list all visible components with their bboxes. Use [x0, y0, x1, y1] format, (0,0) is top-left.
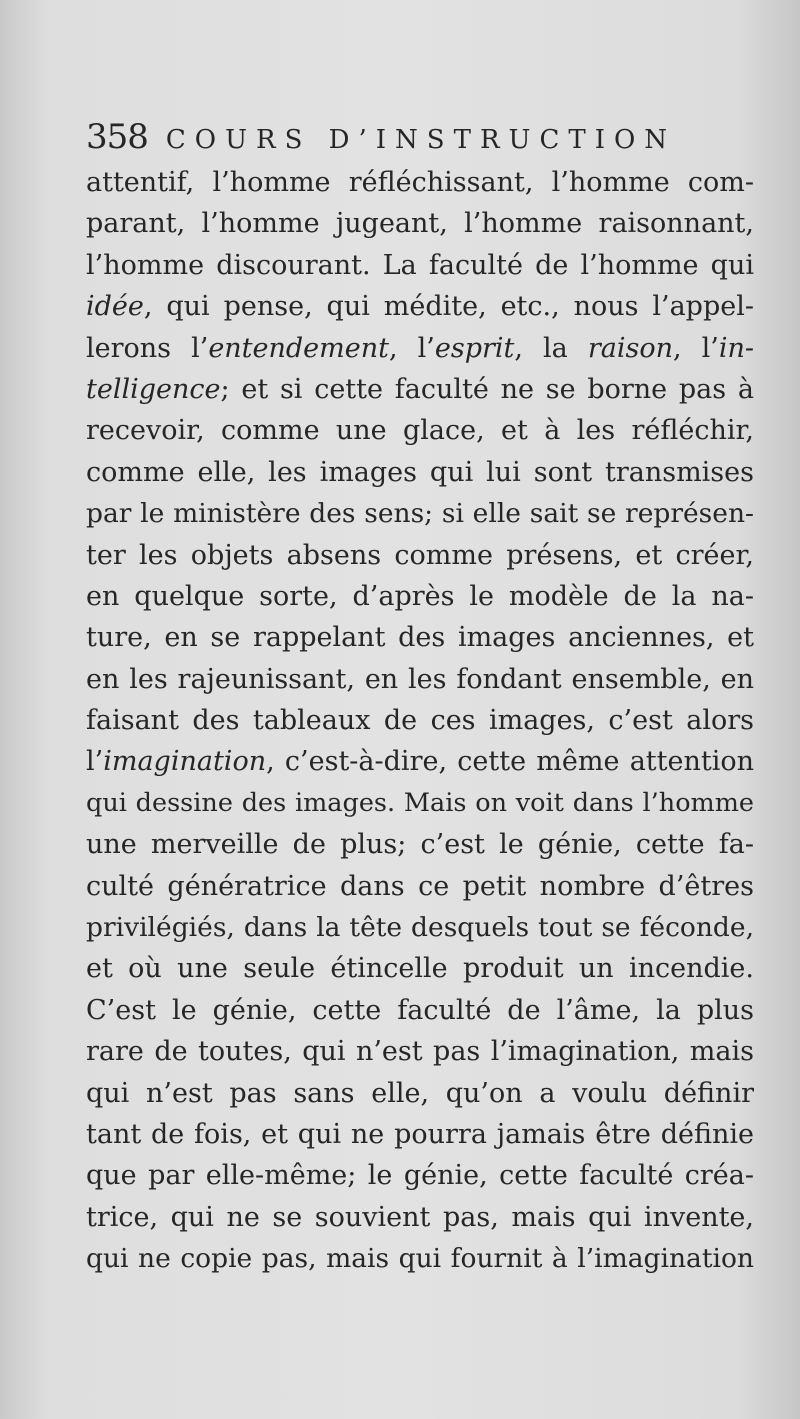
- text-line: [86, 948, 754, 989]
- text-segment: en quelque sorte, d’après le modèle de la na-: [86, 580, 754, 612]
- italic-term: raison: [587, 332, 673, 364]
- text-line: [86, 659, 754, 700]
- text-segment: qui dessine des images. Mais on voit dans l’homme: [86, 787, 754, 818]
- italic-term: esprit: [434, 332, 515, 364]
- text-segment: faisant des tableaux de ces images, c’est alors: [86, 705, 754, 737]
- text-segment: qui ne copie pas, mais qui fournit à l’imagination: [86, 1243, 754, 1275]
- text-segment: culté génératrice dans ce petit nombre d’êtres: [86, 870, 754, 902]
- running-title: COURS D’INSTRUCTION: [165, 125, 677, 155]
- text-segment: ture, en se rappelant des images anciennes, et: [86, 622, 754, 654]
- italic-term: in-: [718, 332, 754, 364]
- italic-term: imagination: [103, 746, 267, 778]
- text-segment: , l’: [672, 332, 719, 364]
- text-line: [86, 328, 754, 369]
- text-segment: , qui pense, qui médite, etc., nous l’appel-: [143, 291, 754, 323]
- text-segment: , la: [514, 332, 588, 364]
- text-line: [86, 990, 754, 1031]
- text-line: [86, 369, 754, 410]
- text-line: [86, 286, 754, 327]
- text-segment: C’est le génie, cette faculté de l’âme, la plus: [86, 994, 754, 1026]
- page-header: [86, 112, 766, 162]
- text-line: [86, 783, 754, 824]
- text-segment: comme elle, les images qui lui sont transmises: [86, 456, 754, 488]
- text-segment: parant, l’homme jugeant, l’homme raisonnant,: [86, 208, 754, 240]
- text-segment: par le ministère des sens; si elle sait se représen-: [86, 498, 754, 530]
- text-segment: , c’est-à-dire, cette même attention: [266, 746, 754, 778]
- text-line: [86, 700, 754, 741]
- text-line: [86, 452, 754, 493]
- text-line: [86, 824, 754, 865]
- text-segment: qui n’est pas sans elle, qu’on a voulu définir: [86, 1077, 754, 1109]
- text-line: [86, 1114, 754, 1155]
- italic-term: telligence: [86, 373, 221, 405]
- italic-term: entendement: [208, 332, 389, 364]
- text-line: [86, 1238, 754, 1279]
- body-text: [86, 162, 754, 1280]
- text-line: [86, 245, 754, 286]
- text-line: [86, 493, 754, 534]
- text-line: [86, 907, 754, 948]
- text-line: [86, 866, 754, 907]
- text-line: [86, 1155, 754, 1196]
- text-line: [86, 1073, 754, 1114]
- text-segment: trice, qui ne se souvient pas, mais qui invente,: [86, 1201, 754, 1233]
- text-segment: et où une seule étincelle produit un incendie.: [86, 953, 754, 985]
- text-line: [86, 741, 754, 782]
- text-line: [86, 617, 754, 658]
- text-line: [86, 535, 754, 576]
- text-segment: l’homme discourant. La faculté de l’homme qui: [86, 249, 754, 281]
- text-segment: l’: [86, 746, 104, 778]
- text-segment: privilégiés, dans la tête desquels tout se féconde,: [86, 912, 754, 944]
- text-line: [86, 203, 754, 244]
- text-segment: ter les objets absens comme présens, et créer,: [86, 539, 754, 571]
- text-segment: lerons l’: [86, 332, 209, 364]
- text-segment: ; et si cette faculté ne se borne pas à: [220, 373, 754, 405]
- text-line: [86, 1197, 754, 1238]
- italic-term: idée: [86, 291, 144, 323]
- text-line: [86, 162, 754, 203]
- text-segment: rare de toutes, qui n’est pas l’imagination, mais: [86, 1036, 754, 1068]
- text-segment: attentif, l’homme réfléchissant, l’homme com-: [86, 167, 754, 198]
- text-line: [86, 576, 754, 617]
- text-line: [86, 1031, 754, 1072]
- text-segment: que par elle-même; le génie, cette faculté créa-: [86, 1160, 754, 1192]
- text-segment: recevoir, comme une glace, et à les réfléchir,: [86, 415, 754, 447]
- text-segment: tant de fois, et qui ne pourra jamais être définie: [86, 1118, 754, 1150]
- text-segment: une merveille de plus; c’est le génie, cette fa-: [86, 829, 754, 861]
- page-number: 358: [86, 117, 148, 157]
- text-line: [86, 410, 754, 451]
- text-segment: , l’: [388, 332, 435, 364]
- text-segment: en les rajeunissant, en les fondant ensemble, en: [86, 663, 754, 695]
